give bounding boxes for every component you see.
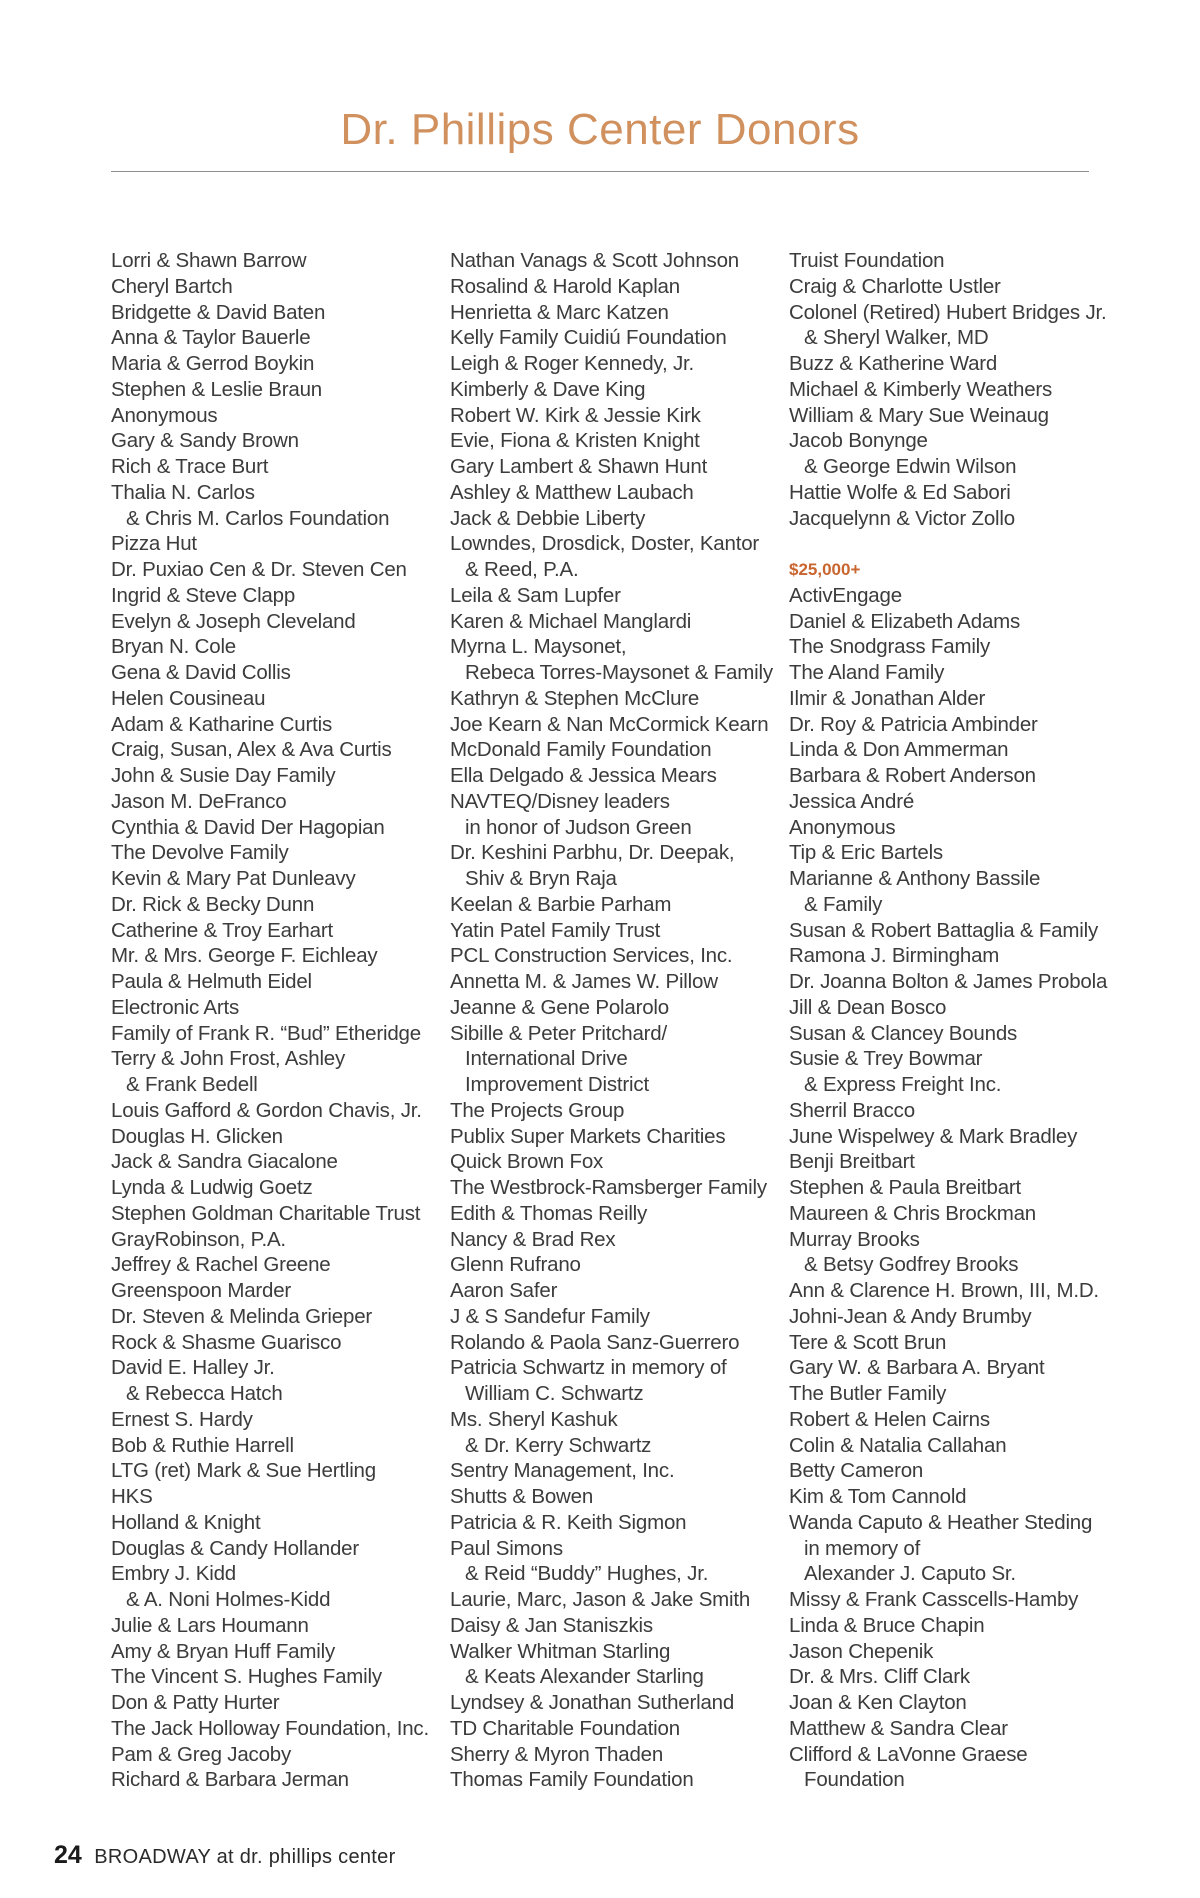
donor-line: Dr. Steven & Melinda Grieper bbox=[111, 1304, 373, 1328]
donor-line: Kevin & Mary Pat Dunleavy bbox=[111, 867, 356, 890]
donor-line: Craig & Charlotte Ustler bbox=[789, 274, 1001, 298]
donor-line: Jill & Dean Bosco bbox=[789, 995, 947, 1019]
donor-line: Patricia Schwartz in memory of bbox=[450, 1356, 727, 1380]
donor-line: TD Charitable Foundation bbox=[450, 1716, 680, 1740]
donor-line: Buzz & Katherine Ward bbox=[789, 352, 998, 375]
giving-level-heading: $25,000+ bbox=[789, 560, 861, 579]
donor-line: Anonymous bbox=[111, 403, 218, 427]
donor-line: J & S Sandefur Family bbox=[450, 1304, 650, 1328]
donor-line: Holland & Knight bbox=[111, 1510, 261, 1534]
donor-line: McDonald Family Foundation bbox=[450, 738, 712, 762]
donor-line: The Westbrock-Ramsberger Family bbox=[450, 1176, 767, 1199]
donor-line: Jacquelynn & Victor Zollo bbox=[789, 506, 1015, 530]
donor-line: LTG (ret) Mark & Sue Hertling bbox=[111, 1459, 376, 1483]
donor-line-continuation: & Frank Bedell bbox=[126, 1073, 258, 1096]
donor-line: Rolando & Paola Sanz-Guerrero bbox=[450, 1330, 740, 1354]
donor-line: Lowndes, Drosdick, Doster, Kantor bbox=[450, 532, 760, 556]
donor-line: Julie & Lars Houmann bbox=[111, 1613, 309, 1637]
donor-line: Cheryl Bartch bbox=[111, 274, 233, 298]
donor-line: David E. Halley Jr. bbox=[111, 1356, 275, 1380]
donor-line: Michael & Kimberly Weathers bbox=[789, 377, 1053, 401]
donor-line: Mr. & Mrs. George F. Eichleay bbox=[111, 944, 378, 968]
donor-line: Hattie Wolfe & Ed Sabori bbox=[789, 480, 1011, 504]
donor-line: Thomas Family Foundation bbox=[450, 1768, 694, 1792]
donor-line: Ashley & Matthew Laubach bbox=[450, 480, 694, 504]
donor-line: Jeanne & Gene Polarolo bbox=[450, 995, 669, 1019]
donor-line: The Vincent S. Hughes Family bbox=[111, 1665, 382, 1689]
donor-line: Craig, Susan, Alex & Ava Curtis bbox=[111, 738, 392, 762]
donor-line: Sentry Management, Inc. bbox=[450, 1459, 675, 1483]
donor-line: Jack & Sandra Giacalone bbox=[111, 1150, 338, 1174]
donor-line: Rock & Shasme Guarisco bbox=[111, 1330, 342, 1354]
donor-line: Ramona J. Birmingham bbox=[789, 944, 1000, 968]
donor-line: Gena & David Collis bbox=[111, 661, 291, 684]
donor-line: Kathryn & Stephen McClure bbox=[450, 686, 700, 710]
donor-line: Linda & Bruce Chapin bbox=[789, 1613, 985, 1637]
donor-line: Missy & Frank Casscells-Hamby bbox=[789, 1588, 1079, 1611]
donor-line: Patricia & R. Keith Sigmon bbox=[450, 1510, 687, 1534]
donor-line: Ilmir & Jonathan Alder bbox=[789, 686, 986, 710]
donor-line: Richard & Barbara Jerman bbox=[111, 1768, 349, 1792]
donor-line: Anna & Taylor Bauerle bbox=[111, 326, 311, 350]
donor-line-continuation: Improvement District bbox=[465, 1073, 649, 1096]
donor-line: Nathan Vanags & Scott Johnson bbox=[450, 249, 739, 272]
donor-line: The Jack Holloway Foundation, Inc. bbox=[111, 1716, 429, 1740]
donor-line: Linda & Don Ammerman bbox=[789, 738, 1009, 762]
donor-column-3 bbox=[789, 248, 1109, 1793]
donor-line: Anonymous bbox=[789, 815, 896, 839]
donor-line: Benji Breitbart bbox=[789, 1150, 915, 1174]
donor-line: Jeffrey & Rachel Greene bbox=[111, 1253, 331, 1277]
donor-line: Colonel (Retired) Hubert Bridges Jr. bbox=[789, 300, 1107, 324]
donor-line: Laurie, Marc, Jason & Jake Smith bbox=[450, 1588, 751, 1611]
donor-line: Myrna L. Maysonet, bbox=[450, 635, 627, 659]
donor-line: Catherine & Troy Earhart bbox=[111, 918, 333, 942]
donor-line-continuation: & A. Noni Holmes-Kidd bbox=[126, 1588, 331, 1611]
donor-line: Kimberly & Dave King bbox=[450, 377, 646, 401]
donor-line: Helen Cousineau bbox=[111, 686, 266, 710]
donor-line: Robert W. Kirk & Jessie Kirk bbox=[450, 403, 701, 427]
spacer bbox=[789, 531, 1109, 557]
donor-line-continuation: William C. Schwartz bbox=[465, 1382, 644, 1405]
donor-line: Ingrid & Steve Clapp bbox=[111, 583, 296, 607]
donor-line: Dr. Puxiao Cen & Dr. Steven Cen bbox=[111, 558, 407, 581]
donor-line: Joan & Ken Clayton bbox=[789, 1691, 967, 1714]
donor-line: Karen & Michael Manglardi bbox=[450, 609, 692, 633]
donor-line: Robert & Helen Cairns bbox=[789, 1407, 990, 1431]
donor-line: Nancy & Brad Rex bbox=[450, 1227, 616, 1251]
donor-line: Dr. Keshini Parbhu, Dr. Deepak, bbox=[450, 841, 735, 865]
donor-line-continuation: & Family bbox=[804, 892, 883, 916]
donor-line: Lyndsey & Jonathan Sutherland bbox=[450, 1691, 735, 1714]
donor-line: Maureen & Chris Brockman bbox=[789, 1201, 1036, 1225]
donor-line: Dr. Roy & Patricia Ambinder bbox=[789, 712, 1038, 736]
donor-column-2 bbox=[450, 248, 773, 1793]
donor-line: Dr. & Mrs. Cliff Clark bbox=[789, 1665, 970, 1689]
publication-name: BROADWAY at dr. phillips center bbox=[94, 1846, 396, 1868]
donor-line: Sherry & Myron Thaden bbox=[450, 1742, 664, 1766]
donor-line: Susan & Clancey Bounds bbox=[789, 1021, 1018, 1045]
donor-line: Thalia N. Carlos bbox=[111, 480, 255, 504]
donor-line: Cynthia & David Der Hagopian bbox=[111, 815, 385, 839]
donor-line-continuation: Shiv & Bryn Raja bbox=[465, 867, 617, 890]
donor-line: Embry J. Kidd bbox=[111, 1562, 236, 1586]
donor-line: Murray Brooks bbox=[789, 1227, 920, 1251]
donor-line: Evelyn & Joseph Cleveland bbox=[111, 609, 356, 633]
title-divider bbox=[111, 171, 1089, 172]
page-footer bbox=[54, 1840, 396, 1870]
donor-line: Evie, Fiona & Kristen Knight bbox=[450, 429, 700, 453]
donor-line: Adam & Katharine Curtis bbox=[111, 712, 333, 736]
donor-line: Stephen & Paula Breitbart bbox=[789, 1176, 1022, 1199]
donor-line: William & Mary Sue Weinaug bbox=[789, 403, 1049, 427]
donor-line-continuation: Foundation bbox=[804, 1768, 905, 1792]
donor-line: The Projects Group bbox=[450, 1098, 625, 1122]
donor-line: Louis Gafford & Gordon Chavis, Jr. bbox=[111, 1098, 422, 1122]
donor-line-continuation: & Reid “Buddy” Hughes, Jr. bbox=[465, 1562, 709, 1586]
donor-line: Douglas & Candy Hollander bbox=[111, 1536, 359, 1560]
donor-line-continuation: & Chris M. Carlos Foundation bbox=[126, 506, 390, 530]
donor-line: Daisy & Jan Staniszkis bbox=[450, 1613, 653, 1637]
donor-line: Stephen & Leslie Braun bbox=[111, 377, 323, 401]
donor-line: Leila & Sam Lupfer bbox=[450, 583, 621, 607]
donor-line: Daniel & Elizabeth Adams bbox=[789, 609, 1021, 633]
donor-line: Rosalind & Harold Kaplan bbox=[450, 274, 680, 298]
donor-line: Henrietta & Marc Katzen bbox=[450, 300, 669, 324]
donor-line: Glenn Rufrano bbox=[450, 1253, 581, 1277]
donor-line: Edith & Thomas Reilly bbox=[450, 1201, 648, 1225]
donor-line: The Aland Family bbox=[789, 661, 945, 684]
donor-line: Terry & John Frost, Ashley bbox=[111, 1047, 346, 1071]
donor-line: Jacob Bonynge bbox=[789, 429, 928, 453]
donor-line: Susie & Trey Bowmar bbox=[789, 1047, 983, 1071]
donor-line: Ernest S. Hardy bbox=[111, 1407, 253, 1431]
donor-line: Greenspoon Marder bbox=[111, 1279, 292, 1302]
donor-line: John & Susie Day Family bbox=[111, 764, 336, 787]
donor-line: Tere & Scott Brun bbox=[789, 1330, 947, 1354]
donor-line: Lynda & Ludwig Goetz bbox=[111, 1176, 313, 1199]
donor-line: Jessica André bbox=[789, 789, 915, 813]
donor-line: PCL Construction Services, Inc. bbox=[450, 944, 733, 968]
donor-line: Susan & Robert Battaglia & Family bbox=[789, 918, 1099, 942]
donor-line-continuation: & Keats Alexander Starling bbox=[465, 1665, 704, 1689]
donor-line-continuation: Rebeca Torres-Maysonet & Family bbox=[465, 661, 773, 684]
donor-line: Gary W. & Barbara A. Bryant bbox=[789, 1356, 1045, 1380]
donor-line: Betty Cameron bbox=[789, 1459, 924, 1483]
donor-line: GrayRobinson, P.A. bbox=[111, 1227, 286, 1251]
donor-column-1 bbox=[111, 248, 431, 1793]
donor-line: Dr. Rick & Becky Dunn bbox=[111, 892, 315, 916]
donor-line-continuation: & Dr. Kerry Schwartz bbox=[465, 1433, 652, 1457]
donor-line: Bridgette & David Baten bbox=[111, 300, 326, 324]
donor-line: The Snodgrass Family bbox=[789, 635, 991, 659]
donor-line: Joe Kearn & Nan McCormick Kearn bbox=[450, 712, 769, 736]
donor-line: Marianne & Anthony Bassile bbox=[789, 867, 1041, 890]
donor-line: Family of Frank R. “Bud” Etheridge bbox=[111, 1021, 421, 1045]
page-title: Dr. Phillips Center Donors bbox=[340, 105, 860, 154]
donor-line-continuation: in honor of Judson Green bbox=[465, 815, 692, 839]
donor-line-continuation: & Betsy Godfrey Brooks bbox=[804, 1253, 1019, 1277]
donor-line: Gary & Sandy Brown bbox=[111, 429, 299, 453]
donor-line-continuation: & George Edwin Wilson bbox=[804, 455, 1017, 478]
donor-line: Sibille & Peter Pritchard/ bbox=[450, 1021, 667, 1045]
donor-line: The Butler Family bbox=[789, 1382, 947, 1405]
donor-line: Pizza Hut bbox=[111, 532, 197, 556]
donor-line: Paul Simons bbox=[450, 1536, 563, 1560]
donor-line-continuation: & Reed, P.A. bbox=[465, 558, 579, 581]
donor-line: Walker Whitman Starling bbox=[450, 1639, 671, 1663]
donor-line: Publix Super Markets Charities bbox=[450, 1124, 726, 1148]
donor-line: Rich & Trace Burt bbox=[111, 455, 269, 478]
donor-line-continuation: Alexander J. Caputo Sr. bbox=[804, 1562, 1016, 1586]
donor-line-continuation: & Rebecca Hatch bbox=[126, 1382, 283, 1405]
donor-line: Jason M. DeFranco bbox=[111, 789, 287, 813]
donor-line-continuation: in memory of bbox=[804, 1536, 921, 1560]
donor-line: Douglas H. Glicken bbox=[111, 1124, 283, 1148]
donor-line: Barbara & Robert Anderson bbox=[789, 764, 1036, 787]
donor-line: Yatin Patel Family Trust bbox=[450, 918, 661, 942]
donor-line: Bob & Ruthie Harrell bbox=[111, 1433, 294, 1457]
donor-line-continuation: International Drive bbox=[465, 1047, 628, 1071]
donor-line: Annetta M. & James W. Pillow bbox=[450, 970, 718, 993]
donor-line: Stephen Goldman Charitable Trust bbox=[111, 1201, 421, 1225]
donor-line: Johni-Jean & Andy Brumby bbox=[789, 1304, 1032, 1328]
donor-line: Quick Brown Fox bbox=[450, 1150, 604, 1174]
donor-line: Pam & Greg Jacoby bbox=[111, 1742, 292, 1766]
donor-line: June Wispelwey & Mark Bradley bbox=[789, 1124, 1078, 1148]
donor-line: Jason Chepenik bbox=[789, 1639, 934, 1663]
donor-line: Leigh & Roger Kennedy, Jr. bbox=[450, 352, 694, 375]
donor-line: Kim & Tom Cannold bbox=[789, 1485, 967, 1508]
donor-line: Don & Patty Hurter bbox=[111, 1691, 280, 1714]
donor-line: Colin & Natalia Callahan bbox=[789, 1433, 1007, 1457]
donor-line: Matthew & Sandra Clear bbox=[789, 1716, 1008, 1740]
donor-line: Clifford & LaVonne Graese bbox=[789, 1742, 1028, 1766]
donor-line: Electronic Arts bbox=[111, 995, 240, 1019]
donor-line: The Devolve Family bbox=[111, 841, 289, 865]
donor-line: Wanda Caputo & Heather Steding bbox=[789, 1510, 1093, 1534]
donor-line: Gary Lambert & Shawn Hunt bbox=[450, 455, 708, 478]
donor-line-continuation: & Sheryl Walker, MD bbox=[804, 326, 989, 350]
donor-line: Ella Delgado & Jessica Mears bbox=[450, 764, 717, 787]
donor-line: Dr. Joanna Bolton & James Probola bbox=[789, 970, 1108, 993]
donor-line: Kelly Family Cuidiú Foundation bbox=[450, 326, 727, 350]
donor-line: Shutts & Bowen bbox=[450, 1485, 594, 1508]
donor-line: Truist Foundation bbox=[789, 249, 945, 272]
donor-line-continuation: & Express Freight Inc. bbox=[804, 1073, 1002, 1096]
donor-line: NAVTEQ/Disney leaders bbox=[450, 789, 670, 813]
donor-line: Lorri & Shawn Barrow bbox=[111, 249, 307, 272]
donor-line: ActivEngage bbox=[789, 583, 902, 607]
donor-line: Ms. Sheryl Kashuk bbox=[450, 1407, 618, 1431]
donor-line: HKS bbox=[111, 1485, 153, 1508]
donor-line: Paula & Helmuth Eidel bbox=[111, 970, 312, 993]
donor-line: Tip & Eric Bartels bbox=[789, 841, 943, 865]
donor-line: Ann & Clarence H. Brown, III, M.D. bbox=[789, 1279, 1099, 1302]
donor-line: Jack & Debbie Liberty bbox=[450, 506, 646, 530]
page-number: 24 bbox=[54, 1841, 82, 1869]
donor-line: Aaron Safer bbox=[450, 1279, 558, 1302]
donor-line: Bryan N. Cole bbox=[111, 635, 237, 659]
donor-line: Amy & Bryan Huff Family bbox=[111, 1639, 335, 1663]
donor-line: Keelan & Barbie Parham bbox=[450, 892, 672, 916]
donor-line: Sherril Bracco bbox=[789, 1098, 915, 1122]
donor-line: Maria & Gerrod Boykin bbox=[111, 352, 315, 375]
